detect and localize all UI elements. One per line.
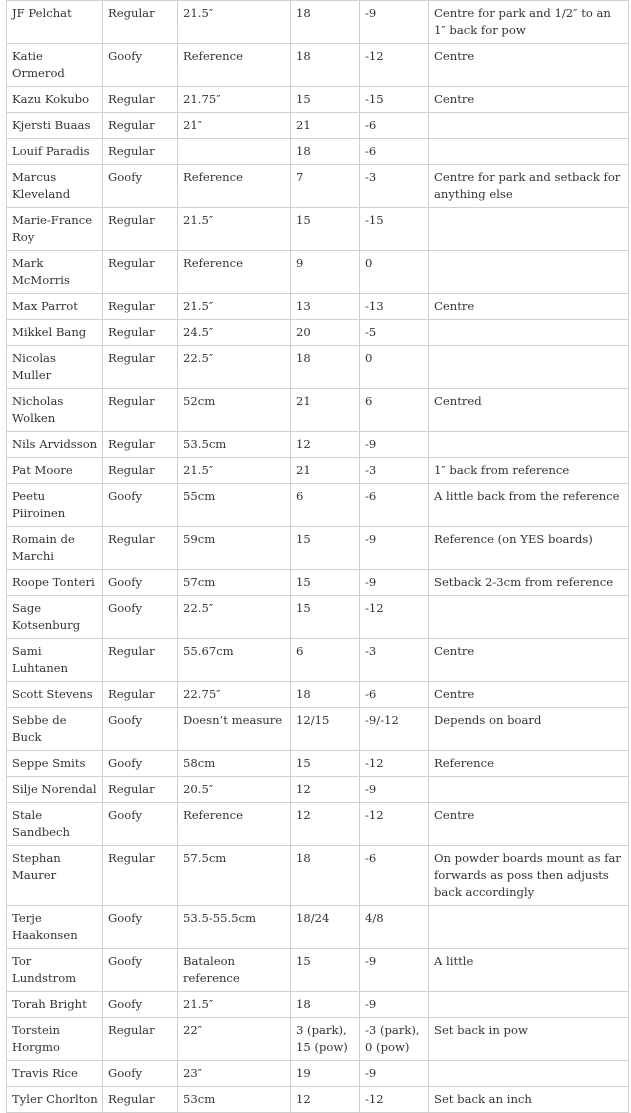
table-row (7, 432, 629, 458)
setback-notes-cell (429, 1061, 629, 1087)
stance-cell: Goofy (103, 906, 178, 949)
stance-width-cell: 53.5cm (178, 432, 291, 458)
rider-name-cell: Marie-France Roy (7, 208, 103, 251)
setback-notes-cell: Centre (429, 803, 629, 846)
table-row (7, 708, 629, 751)
stance-cell: Regular (103, 139, 178, 165)
stance-width-cell: 21″ (178, 113, 291, 139)
setback-notes-cell (429, 777, 629, 803)
rider-name-cell: Stale Sandbech (7, 803, 103, 846)
back-angle-cell: -6 (360, 139, 429, 165)
setback-notes-cell: Set back an inch (429, 1087, 629, 1113)
front-angle-cell: 18 (291, 1, 360, 44)
back-angle-cell: -9 (360, 777, 429, 803)
stance-width-cell (178, 139, 291, 165)
setback-notes-cell (429, 432, 629, 458)
stance-width-cell: 21.75″ (178, 87, 291, 113)
stance-cell: Regular (103, 432, 178, 458)
rider-name-cell: Romain de Marchi (7, 527, 103, 570)
setback-notes-cell: Centre (429, 87, 629, 113)
setback-notes-cell: Centre (429, 44, 629, 87)
stance-width-cell: 53cm (178, 1087, 291, 1113)
front-angle-cell: 15 (291, 751, 360, 777)
back-angle-cell: -9 (360, 949, 429, 992)
rider-name-cell: Terje Haakonsen (7, 906, 103, 949)
stance-width-cell: Reference (178, 803, 291, 846)
stance-width-cell: 22″ (178, 1018, 291, 1061)
front-angle-cell: 18 (291, 682, 360, 708)
stance-width-cell: 21.5″ (178, 992, 291, 1018)
setback-notes-cell: Setback 2-3cm from reference (429, 570, 629, 596)
setback-notes-cell (429, 113, 629, 139)
rider-name-cell: Roope Tonteri (7, 570, 103, 596)
table-row (7, 1018, 629, 1061)
stance-width-cell: 58cm (178, 751, 291, 777)
stance-width-cell: 23″ (178, 1061, 291, 1087)
table-row (7, 251, 629, 294)
back-angle-cell: -15 (360, 87, 429, 113)
stance-cell: Goofy (103, 949, 178, 992)
setback-notes-cell: Centre for park and 1/2″ to an 1″ back for pow (429, 1, 629, 44)
stance-cell: Regular (103, 251, 178, 294)
setback-notes-cell: Depends on board (429, 708, 629, 751)
rider-name-cell: Marcus Kleveland (7, 165, 103, 208)
back-angle-cell: -6 (360, 484, 429, 527)
stance-width-cell: 55.67cm (178, 639, 291, 682)
rider-name-cell: Tor Lundstrom (7, 949, 103, 992)
table-row (7, 906, 629, 949)
stance-width-cell: 24.5″ (178, 320, 291, 346)
front-angle-cell: 21 (291, 458, 360, 484)
stance-cell: Regular (103, 87, 178, 113)
setback-notes-cell (429, 346, 629, 389)
rider-name-cell: Kjersti Buaas (7, 113, 103, 139)
table-row (7, 484, 629, 527)
back-angle-cell: -3 (360, 639, 429, 682)
stance-cell: Goofy (103, 484, 178, 527)
rider-name-cell: Mark McMorris (7, 251, 103, 294)
stance-cell: Regular (103, 320, 178, 346)
front-angle-cell: 15 (291, 596, 360, 639)
rider-stance-table (6, 0, 629, 1113)
stance-cell: Regular (103, 346, 178, 389)
stance-cell: Goofy (103, 708, 178, 751)
rider-name-cell: Torah Bright (7, 992, 103, 1018)
back-angle-cell: -6 (360, 846, 429, 906)
back-angle-cell: -12 (360, 44, 429, 87)
back-angle-cell: -9/-12 (360, 708, 429, 751)
front-angle-cell: 7 (291, 165, 360, 208)
back-angle-cell: -9 (360, 1, 429, 44)
rider-name-cell: Kazu Kokubo (7, 87, 103, 113)
setback-notes-cell (429, 596, 629, 639)
rider-name-cell: Sebbe de Buck (7, 708, 103, 751)
stance-cell: Goofy (103, 1061, 178, 1087)
front-angle-cell: 12 (291, 803, 360, 846)
setback-notes-cell (429, 251, 629, 294)
setback-notes-cell: Reference (on YES boards) (429, 527, 629, 570)
back-angle-cell: -5 (360, 320, 429, 346)
front-angle-cell: 20 (291, 320, 360, 346)
setback-notes-cell: Centre (429, 639, 629, 682)
table-row (7, 596, 629, 639)
setback-notes-cell (429, 208, 629, 251)
rider-name-cell: Nils Arvidsson (7, 432, 103, 458)
table-row (7, 320, 629, 346)
stance-cell: Goofy (103, 44, 178, 87)
stance-width-cell: 57.5cm (178, 846, 291, 906)
stance-cell: Regular (103, 113, 178, 139)
back-angle-cell: 4/8 (360, 906, 429, 949)
back-angle-cell: -9 (360, 1061, 429, 1087)
front-angle-cell: 21 (291, 113, 360, 139)
setback-notes-cell (429, 906, 629, 949)
table-row (7, 803, 629, 846)
rider-name-cell: Scott Stevens (7, 682, 103, 708)
stance-width-cell: Reference (178, 44, 291, 87)
back-angle-cell: 0 (360, 251, 429, 294)
front-angle-cell: 12 (291, 432, 360, 458)
front-angle-cell: 15 (291, 570, 360, 596)
stance-width-cell: 22.5″ (178, 346, 291, 389)
rider-name-cell: Max Parrot (7, 294, 103, 320)
stance-cell: Regular (103, 527, 178, 570)
back-angle-cell: -3 (360, 165, 429, 208)
stance-cell: Regular (103, 1018, 178, 1061)
rider-name-cell: Mikkel Bang (7, 320, 103, 346)
back-angle-cell: -13 (360, 294, 429, 320)
setback-notes-cell: Centre (429, 294, 629, 320)
front-angle-cell: 18 (291, 139, 360, 165)
table-row (7, 165, 629, 208)
rider-name-cell: JF Pelchat (7, 1, 103, 44)
stance-cell: Goofy (103, 992, 178, 1018)
table-row (7, 846, 629, 906)
back-angle-cell: -6 (360, 113, 429, 139)
stance-width-cell: 22.5″ (178, 596, 291, 639)
stance-width-cell: 22.75″ (178, 682, 291, 708)
stance-cell: Goofy (103, 803, 178, 846)
stance-width-cell: Bataleon reference (178, 949, 291, 992)
stance-cell: Goofy (103, 570, 178, 596)
stance-cell: Regular (103, 777, 178, 803)
setback-notes-cell: Reference (429, 751, 629, 777)
table-row (7, 1061, 629, 1087)
rider-name-cell: Peetu Piiroinen (7, 484, 103, 527)
back-angle-cell: 6 (360, 389, 429, 432)
back-angle-cell: -12 (360, 803, 429, 846)
front-angle-cell: 18 (291, 846, 360, 906)
setback-notes-cell: A little back from the reference (429, 484, 629, 527)
stance-cell: Regular (103, 639, 178, 682)
front-angle-cell: 13 (291, 294, 360, 320)
front-angle-cell: 21 (291, 389, 360, 432)
back-angle-cell: -9 (360, 992, 429, 1018)
table-row (7, 389, 629, 432)
stance-cell: Regular (103, 682, 178, 708)
table-row (7, 949, 629, 992)
rider-name-cell: Tyler Chorlton (7, 1087, 103, 1113)
table-row (7, 1087, 629, 1113)
back-angle-cell: -6 (360, 682, 429, 708)
back-angle-cell: -3 (360, 458, 429, 484)
back-angle-cell: -9 (360, 570, 429, 596)
rider-name-cell: Travis Rice (7, 1061, 103, 1087)
stance-width-cell: 21.5″ (178, 458, 291, 484)
table-row (7, 639, 629, 682)
front-angle-cell: 6 (291, 484, 360, 527)
rider-name-cell: Silje Norendal (7, 777, 103, 803)
stance-cell: Goofy (103, 165, 178, 208)
table-row (7, 1, 629, 44)
back-angle-cell: -9 (360, 432, 429, 458)
setback-notes-cell: 1″ back from reference (429, 458, 629, 484)
rider-name-cell: Pat Moore (7, 458, 103, 484)
rider-name-cell: Nicolas Muller (7, 346, 103, 389)
rider-name-cell: Stephan Maurer (7, 846, 103, 906)
table-row (7, 527, 629, 570)
table-row (7, 570, 629, 596)
back-angle-cell: -12 (360, 596, 429, 639)
table-row (7, 777, 629, 803)
front-angle-cell: 6 (291, 639, 360, 682)
stance-width-cell: 59cm (178, 527, 291, 570)
stance-cell: Regular (103, 458, 178, 484)
table-row (7, 751, 629, 777)
table-row (7, 346, 629, 389)
table-row (7, 992, 629, 1018)
stance-width-cell: Reference (178, 251, 291, 294)
front-angle-cell: 15 (291, 527, 360, 570)
front-angle-cell: 12 (291, 777, 360, 803)
rider-name-cell: Sage Kotsenburg (7, 596, 103, 639)
front-angle-cell: 12/15 (291, 708, 360, 751)
stance-cell: Regular (103, 294, 178, 320)
front-angle-cell: 15 (291, 87, 360, 113)
table-row (7, 458, 629, 484)
table-row (7, 294, 629, 320)
rider-name-cell: Louif Paradis (7, 139, 103, 165)
table-row (7, 208, 629, 251)
stance-cell: Regular (103, 389, 178, 432)
stance-width-cell: 57cm (178, 570, 291, 596)
table-row (7, 113, 629, 139)
stance-cell: Regular (103, 846, 178, 906)
front-angle-cell: 18 (291, 346, 360, 389)
stance-cell: Goofy (103, 596, 178, 639)
front-angle-cell: 15 (291, 949, 360, 992)
stance-cell: Regular (103, 208, 178, 251)
front-angle-cell: 18 (291, 44, 360, 87)
rider-name-cell: Katie Ormerod (7, 44, 103, 87)
stance-width-cell: 21.5″ (178, 294, 291, 320)
setback-notes-cell: On powder boards mount as far forwards as poss then adjusts back accordingly (429, 846, 629, 906)
setback-notes-cell: Set back in pow (429, 1018, 629, 1061)
back-angle-cell: 0 (360, 346, 429, 389)
table-row (7, 44, 629, 87)
stance-width-cell: Doesn’t measure (178, 708, 291, 751)
rider-name-cell: Seppe Smits (7, 751, 103, 777)
setback-notes-cell: Centre for park and setback for anything else (429, 165, 629, 208)
front-angle-cell: 18/24 (291, 906, 360, 949)
setback-notes-cell (429, 992, 629, 1018)
rider-name-cell: Sami Luhtanen (7, 639, 103, 682)
stance-cell: Regular (103, 1, 178, 44)
back-angle-cell: -12 (360, 751, 429, 777)
stance-width-cell: 21.5″ (178, 1, 291, 44)
setback-notes-cell (429, 320, 629, 346)
setback-notes-cell (429, 139, 629, 165)
front-angle-cell: 9 (291, 251, 360, 294)
front-angle-cell: 3 (park), 15 (pow) (291, 1018, 360, 1061)
stance-width-cell: 21.5″ (178, 208, 291, 251)
stance-width-cell: Reference (178, 165, 291, 208)
setback-notes-cell: Centre (429, 682, 629, 708)
back-angle-cell: -9 (360, 527, 429, 570)
table-row (7, 139, 629, 165)
stance-width-cell: 20.5″ (178, 777, 291, 803)
rider-name-cell: Torstein Horgmo (7, 1018, 103, 1061)
back-angle-cell: -3 (park), 0 (pow) (360, 1018, 429, 1061)
stance-width-cell: 52cm (178, 389, 291, 432)
table-row (7, 87, 629, 113)
front-angle-cell: 19 (291, 1061, 360, 1087)
back-angle-cell: -12 (360, 1087, 429, 1113)
rider-name-cell: Nicholas Wolken (7, 389, 103, 432)
stance-width-cell: 55cm (178, 484, 291, 527)
setback-notes-cell: Centred (429, 389, 629, 432)
stance-cell: Goofy (103, 751, 178, 777)
front-angle-cell: 12 (291, 1087, 360, 1113)
stance-cell: Regular (103, 1087, 178, 1113)
front-angle-cell: 18 (291, 992, 360, 1018)
stance-width-cell: 53.5-55.5cm (178, 906, 291, 949)
setback-notes-cell: A little (429, 949, 629, 992)
back-angle-cell: -15 (360, 208, 429, 251)
front-angle-cell: 15 (291, 208, 360, 251)
table-row (7, 682, 629, 708)
table-body (7, 1, 629, 1113)
